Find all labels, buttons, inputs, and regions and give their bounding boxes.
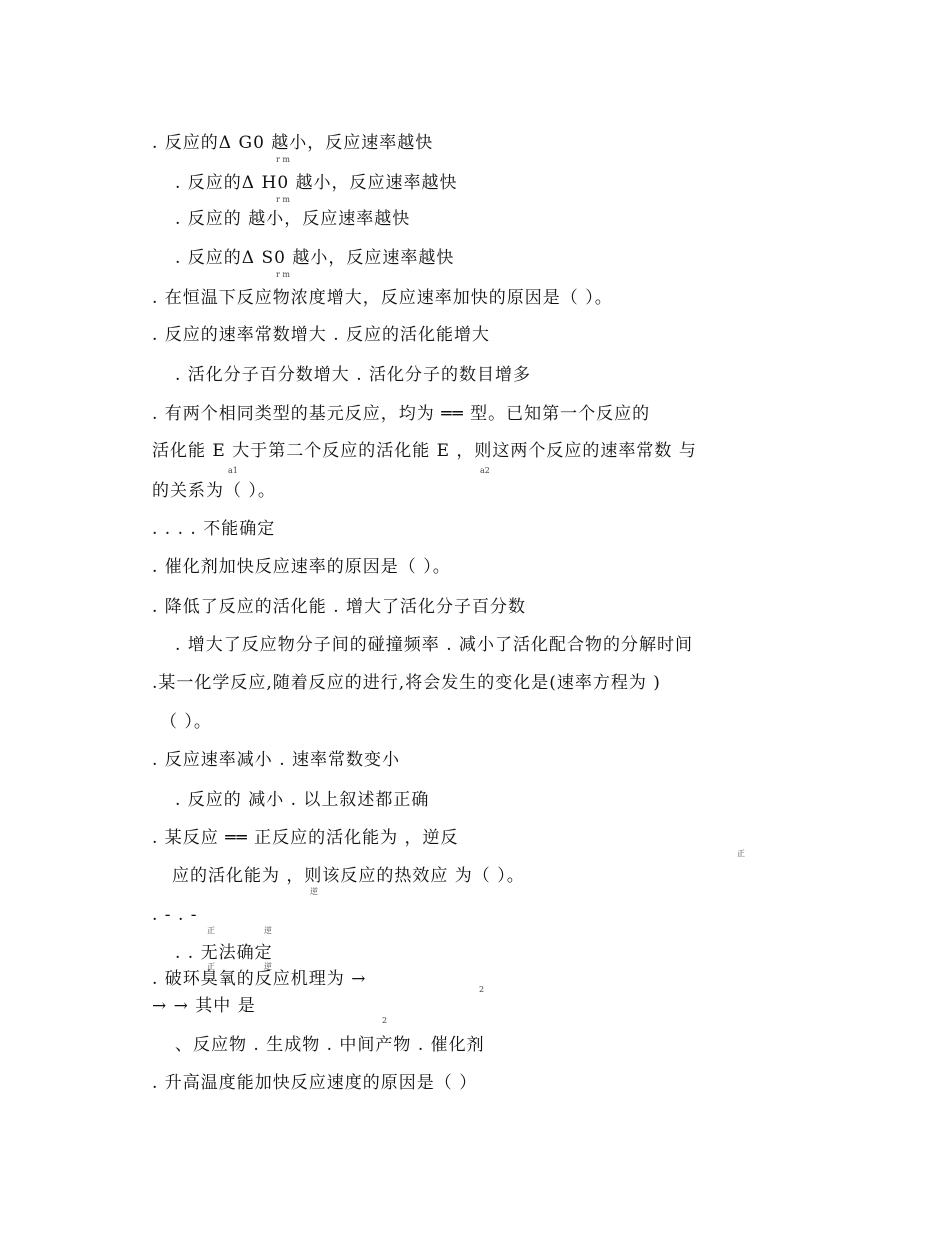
question-heat-effect: . 某反应 ══ 正反应的活化能为 ，逆反 bbox=[152, 828, 459, 848]
subscript-ni: 逆 bbox=[264, 962, 272, 971]
question-catalyst-options-cd: . 增大了反应物分子间的碰撞频率 . 减小了活化配合物的分解时间 bbox=[175, 635, 694, 655]
question-option-c: . 反应的 越小，反应速率越快 bbox=[175, 209, 411, 229]
question-elementary-reaction-cont: 活化能 E 大于第二个反应的活化能 E ，则这两个反应的速率常数 与 bbox=[152, 441, 697, 461]
question-concentration-options-ab: . 反应的速率常数增大 . 反应的活化能增大 bbox=[152, 325, 491, 345]
question-reaction-progress-options-cd: . 反应的 减小 . 以上叙述都正确 bbox=[175, 790, 430, 810]
question-heat-effect-options-ab: . - . - bbox=[152, 905, 198, 925]
question-elementary-reaction-end: 的关系为（ ）。 bbox=[152, 481, 276, 501]
question-heat-effect-options-cd: . . 无法确定 bbox=[175, 943, 273, 963]
question-option-a-gibbs: . 反应的Δ G0 越小，反应速率越快 bbox=[152, 133, 434, 153]
question-heat-effect-cont: 应的活化能为 ，则该反应的热效应 为（ ）。 bbox=[172, 866, 525, 886]
question-concentration-options-cd: . 活化分子百分数增大 . 活化分子的数目增多 bbox=[175, 365, 532, 385]
question-option-d-entropy: . 反应的Δ S0 越小，反应速率越快 bbox=[175, 248, 455, 268]
question-ozone-options: 、反应物 . 生成物 . 中间产物 . 催化剂 bbox=[175, 1035, 485, 1055]
subscript-a1: a1 bbox=[228, 466, 238, 475]
subscript-r-m: r m bbox=[276, 195, 290, 204]
question-temperature: . 升高温度能加快反应速度的原因是（ ） bbox=[152, 1073, 478, 1093]
subscript-r-m: r m bbox=[276, 270, 290, 279]
subscript-zheng: 正 bbox=[207, 926, 215, 935]
question-ozone: . 破环臭氧的反应机理为 → bbox=[152, 969, 367, 989]
question-reaction-progress-options-ab: . 反应速率减小 . 速率常数变小 bbox=[152, 750, 401, 770]
question-elementary-reaction: . 有两个相同类型的基元反应，均为 ══ 型。已知第一个反应的 bbox=[152, 404, 651, 424]
question-reaction-progress: .某一化学反应,随着反应的进行,将会发生的变化是(速率方程为 ) bbox=[152, 673, 661, 693]
subscript-a2: a2 bbox=[480, 466, 490, 475]
question-rate-constant-options: . . . . 不能确定 bbox=[152, 519, 276, 539]
question-catalyst: . 催化剂加快反应速率的原因是（ ）。 bbox=[152, 557, 451, 577]
subscript-ni: 逆 bbox=[310, 887, 318, 896]
subscript-zheng: 正 bbox=[207, 962, 215, 971]
question-catalyst-options-ab: . 降低了反应的活化能 . 增大了活化分子百分数 bbox=[152, 597, 527, 617]
question-concentration: . 在恒温下反应物浓度增大，反应速率加快的原因是（ ）。 bbox=[152, 288, 613, 308]
question-option-b-enthalpy: . 反应的Δ H0 越小，反应速率越快 bbox=[175, 173, 458, 193]
subscript-r-m: r m bbox=[276, 155, 290, 164]
question-ozone-mechanism: → → 其中 是 bbox=[152, 996, 256, 1016]
subscript-zheng: 正 bbox=[737, 849, 745, 858]
subscript-2: 2 bbox=[382, 1016, 388, 1025]
question-reaction-progress-end: （ ）。 bbox=[160, 712, 212, 732]
subscript-ni: 逆 bbox=[264, 926, 272, 935]
superscript-2: 2 bbox=[479, 985, 485, 994]
